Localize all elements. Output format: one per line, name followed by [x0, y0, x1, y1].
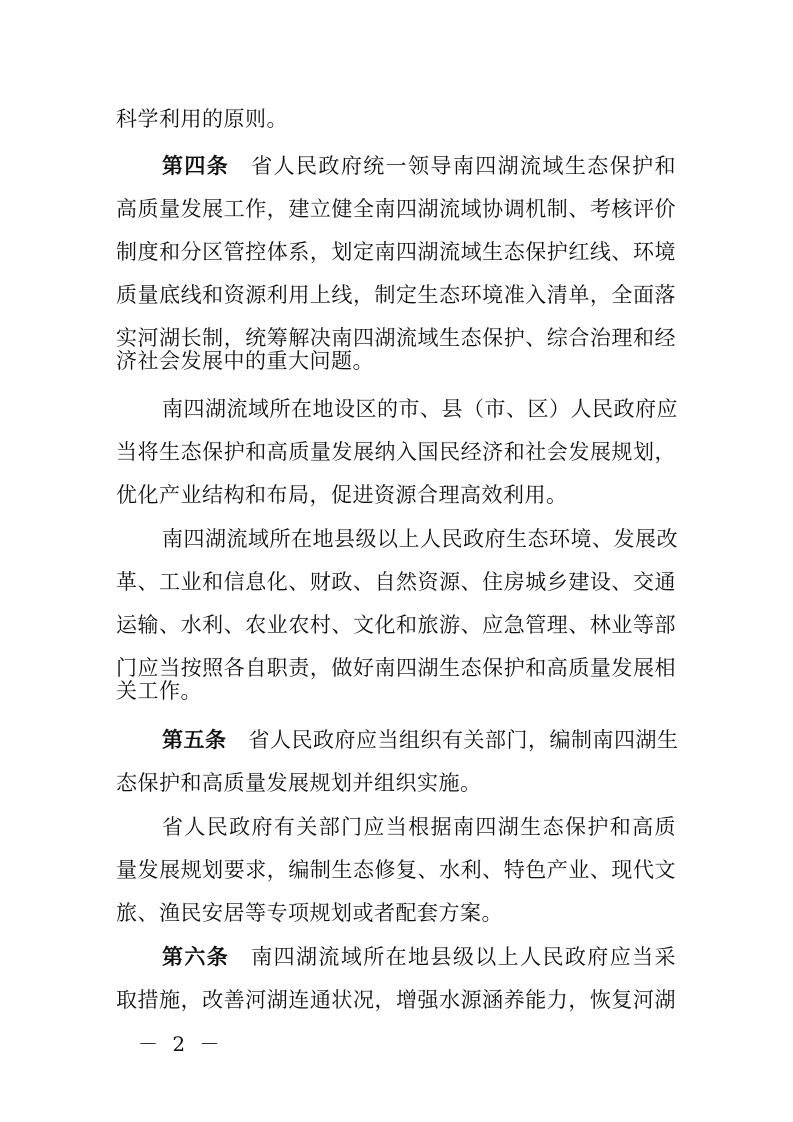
text-line: 优化产业结构和布局，促进资源合理高效利用。: [116, 483, 568, 507]
article-4-line: [162, 151, 676, 181]
text-span: 省人民政府统一领导南四湖流域生态保护和: [251, 154, 677, 178]
text-line: 质量底线和资源利用上线，制定生态环境准入清单，全面落: [116, 283, 676, 307]
article-label: 第六条: [162, 945, 230, 969]
text-line: 关工作。: [116, 679, 202, 703]
text-line: 科学利用的原则。: [116, 107, 288, 131]
article-5-line: [162, 725, 679, 755]
text-span: 省人民政府应当组织有关部门，编制南四湖生: [248, 728, 679, 752]
text-span: 南四湖流域所在地县级以上人民政府应当采: [251, 945, 677, 969]
text-line: 运输、水利、农业农村、文化和旅游、应急管理、林业等部: [116, 613, 676, 637]
page-number: － 2 －: [138, 1032, 224, 1056]
text-line: 态保护和高质量发展规划并组织实施。: [116, 771, 482, 795]
text-line: 量发展规划要求，编制生态修复、水利、特色产业、现代文: [116, 858, 676, 882]
text-line: 取措施，改善河湖连通状况，增强水源涵养能力，恢复河湖: [116, 988, 676, 1012]
article-label: 第四条: [162, 154, 230, 178]
text-line: 高质量发展工作，建立健全南四湖流域协调机制、考核评价: [116, 197, 676, 221]
text-line: 旅、渔民安居等专项规划或者配套方案。: [116, 901, 503, 925]
text-line: 省人民政府有关部门应当根据南四湖生态保护和高质: [162, 815, 676, 839]
text-line: 当将生态保护和高质量发展纳入国民经济和社会发展规划，: [116, 440, 676, 464]
article-label: 第五条: [162, 728, 227, 752]
text-line: 南四湖流域所在地设区的市、县（市、区）人民政府应: [162, 397, 678, 421]
text-line: 制度和分区管控体系，划定南四湖流域生态保护红线、环境: [116, 240, 676, 264]
text-line: 革、工业和信息化、财政、自然资源、住房城乡建设、交通: [116, 570, 676, 594]
article-6-line: [162, 942, 676, 972]
text-line: 南四湖流域所在地县级以上人民政府生态环境、发展改: [162, 527, 678, 551]
text-line: 实河湖长制，统筹解决南四湖流域生态保护、综合治理和经: [116, 326, 676, 350]
text-line: 济社会发展中的重大问题。: [116, 349, 374, 373]
text-line: 门应当按照各自职责，做好南四湖生态保护和高质量发展相: [116, 656, 676, 680]
